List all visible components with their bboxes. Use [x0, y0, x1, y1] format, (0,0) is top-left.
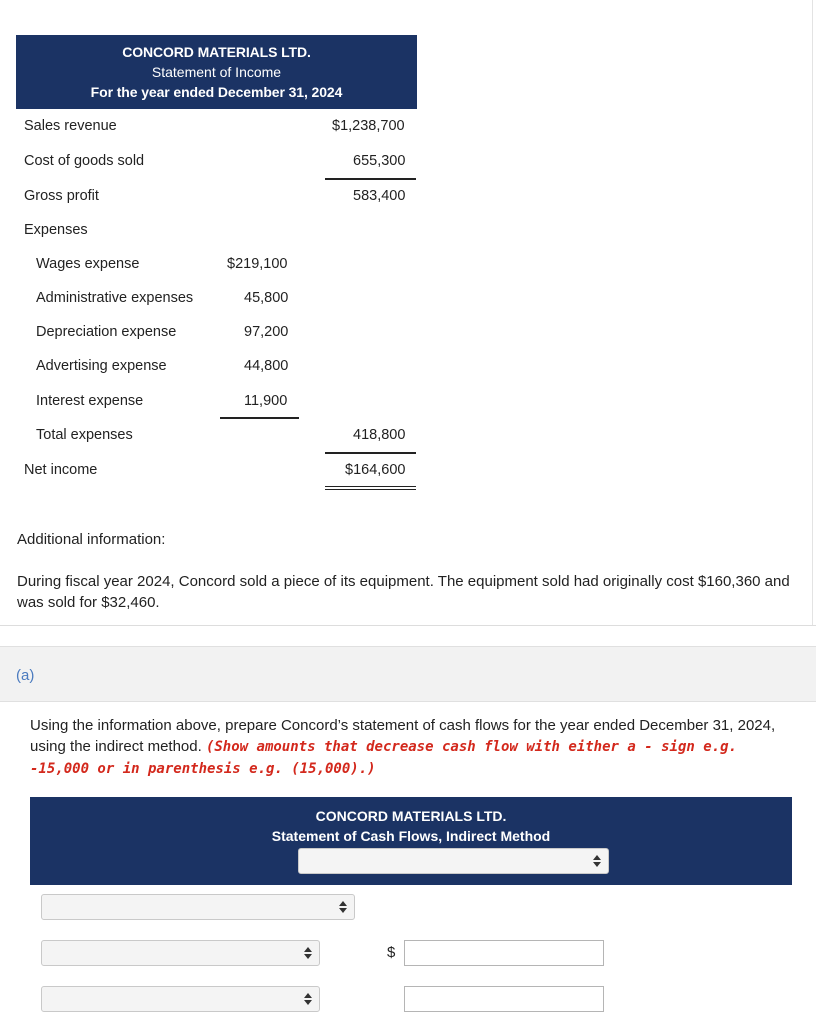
- row-label: Wages expense: [36, 256, 140, 272]
- additional-info-text: During fiscal year 2024, Concord sold a piece of its equipment. The equipment sold had originally cost $160,360 and was sold for $32,460.: [17, 573, 790, 611]
- row-label: Total expenses: [36, 427, 133, 443]
- row-amount-total: $1,238,700: [332, 118, 405, 134]
- row-amount-total: 418,800: [353, 427, 406, 443]
- instruction-text: Using the information above, prepare Concord’s statement of cash flows for the year ended December 31, 2024, using the indirect method.: [30, 717, 776, 755]
- row-label: Depreciation expense: [36, 324, 177, 340]
- row-label: Gross profit: [24, 188, 99, 204]
- select-arrows-icon: [303, 945, 313, 961]
- row-amount-detail: 97,200: [244, 324, 289, 340]
- income-row-sales-revenue: [0, 118, 440, 140]
- income-row-advertising: [0, 358, 440, 380]
- row-label: Advertising expense: [36, 358, 167, 374]
- income-row-expenses-heading: [0, 222, 440, 244]
- double-rule-top: [325, 486, 416, 487]
- income-row-depreciation: [0, 324, 440, 346]
- select-arrows-icon: [338, 899, 348, 915]
- row-amount-detail: $219,100: [227, 256, 288, 272]
- panel-border: [812, 0, 813, 626]
- cash-flow-row-3-select[interactable]: [41, 986, 320, 1012]
- income-statement-header: [16, 35, 417, 109]
- row-amount-total: $164,600: [345, 462, 406, 478]
- subtotal-rule: [325, 178, 416, 180]
- section-divider: [0, 625, 816, 626]
- row-label: Cost of goods sold: [24, 153, 145, 169]
- subtotal-rule: [220, 417, 299, 419]
- row-label: Expenses: [24, 222, 88, 238]
- income-row-wages: [0, 256, 440, 278]
- select-arrows-icon: [303, 991, 313, 1007]
- double-rule-bottom: [325, 489, 416, 490]
- income-row-total-expenses: [0, 427, 440, 449]
- income-company-name: CONCORD MATERIALS LTD.: [122, 44, 311, 60]
- row-amount-total: 655,300: [353, 153, 406, 169]
- income-statement-title: Statement of Income: [151, 64, 282, 80]
- additional-info-heading: Additional information:: [17, 531, 166, 548]
- cash-flow-title: Statement of Cash Flows, Indirect Method: [271, 828, 551, 844]
- income-row-admin: [0, 290, 440, 312]
- instruction-emphasis: (Show amounts that decrease cash flow with either a - sign e.g. -15,000 or in parenthesis e.g. (15,000).): [30, 739, 737, 777]
- row-amount-detail: 44,800: [244, 358, 289, 374]
- row-label: Interest expense: [36, 393, 144, 409]
- row-amount-detail: 11,900: [244, 393, 288, 409]
- period-select[interactable]: [298, 848, 609, 874]
- row-amount-detail: 45,800: [244, 290, 289, 306]
- row-amount-total: 583,400: [353, 188, 406, 204]
- income-row-interest: [0, 393, 440, 415]
- part-a-band: [0, 646, 816, 702]
- row-label: Sales revenue: [24, 118, 117, 134]
- income-row-net-income: [0, 462, 440, 484]
- income-row-cogs: [0, 153, 440, 175]
- cash-flow-company-name: CONCORD MATERIALS LTD.: [315, 808, 507, 824]
- cash-flow-row-1-select[interactable]: [41, 894, 355, 920]
- row-label: Administrative expenses: [36, 290, 194, 306]
- cash-flow-row-3-amount-input[interactable]: [404, 986, 604, 1012]
- cash-flow-row-2-select[interactable]: [41, 940, 320, 966]
- cash-flow-row-2-amount-input[interactable]: [404, 940, 604, 966]
- dollar-sign: $: [387, 944, 396, 961]
- income-row-gross-profit: [0, 188, 440, 210]
- select-arrows-icon: [592, 853, 602, 869]
- part-a-label: (a): [16, 667, 35, 684]
- part-a-instruction: [30, 715, 800, 780]
- income-statement-period: For the year ended December 31, 2024: [90, 84, 343, 100]
- row-label: Net income: [24, 462, 98, 478]
- subtotal-rule: [325, 452, 416, 454]
